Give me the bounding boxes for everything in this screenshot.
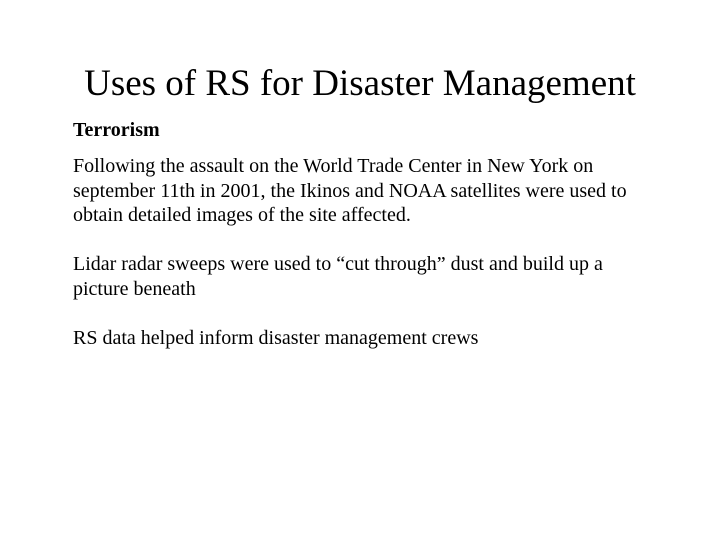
slide-body [73,118,663,350]
body-paragraph: Following the assault on the World Trade Center in New York on september 11th in 2001, the Ikinos and NOAA satellites were used to obtain detailed images of the site affected. [73,155,627,226]
body-paragraph: RS data helped inform disaster management crews [73,326,479,349]
section-heading: Terrorism [73,119,160,141]
slide-title: Uses of RS for Disaster Management [84,63,636,104]
body-paragraph: Lidar radar sweeps were used to “cut through” dust and build up a picture beneath [73,253,603,300]
